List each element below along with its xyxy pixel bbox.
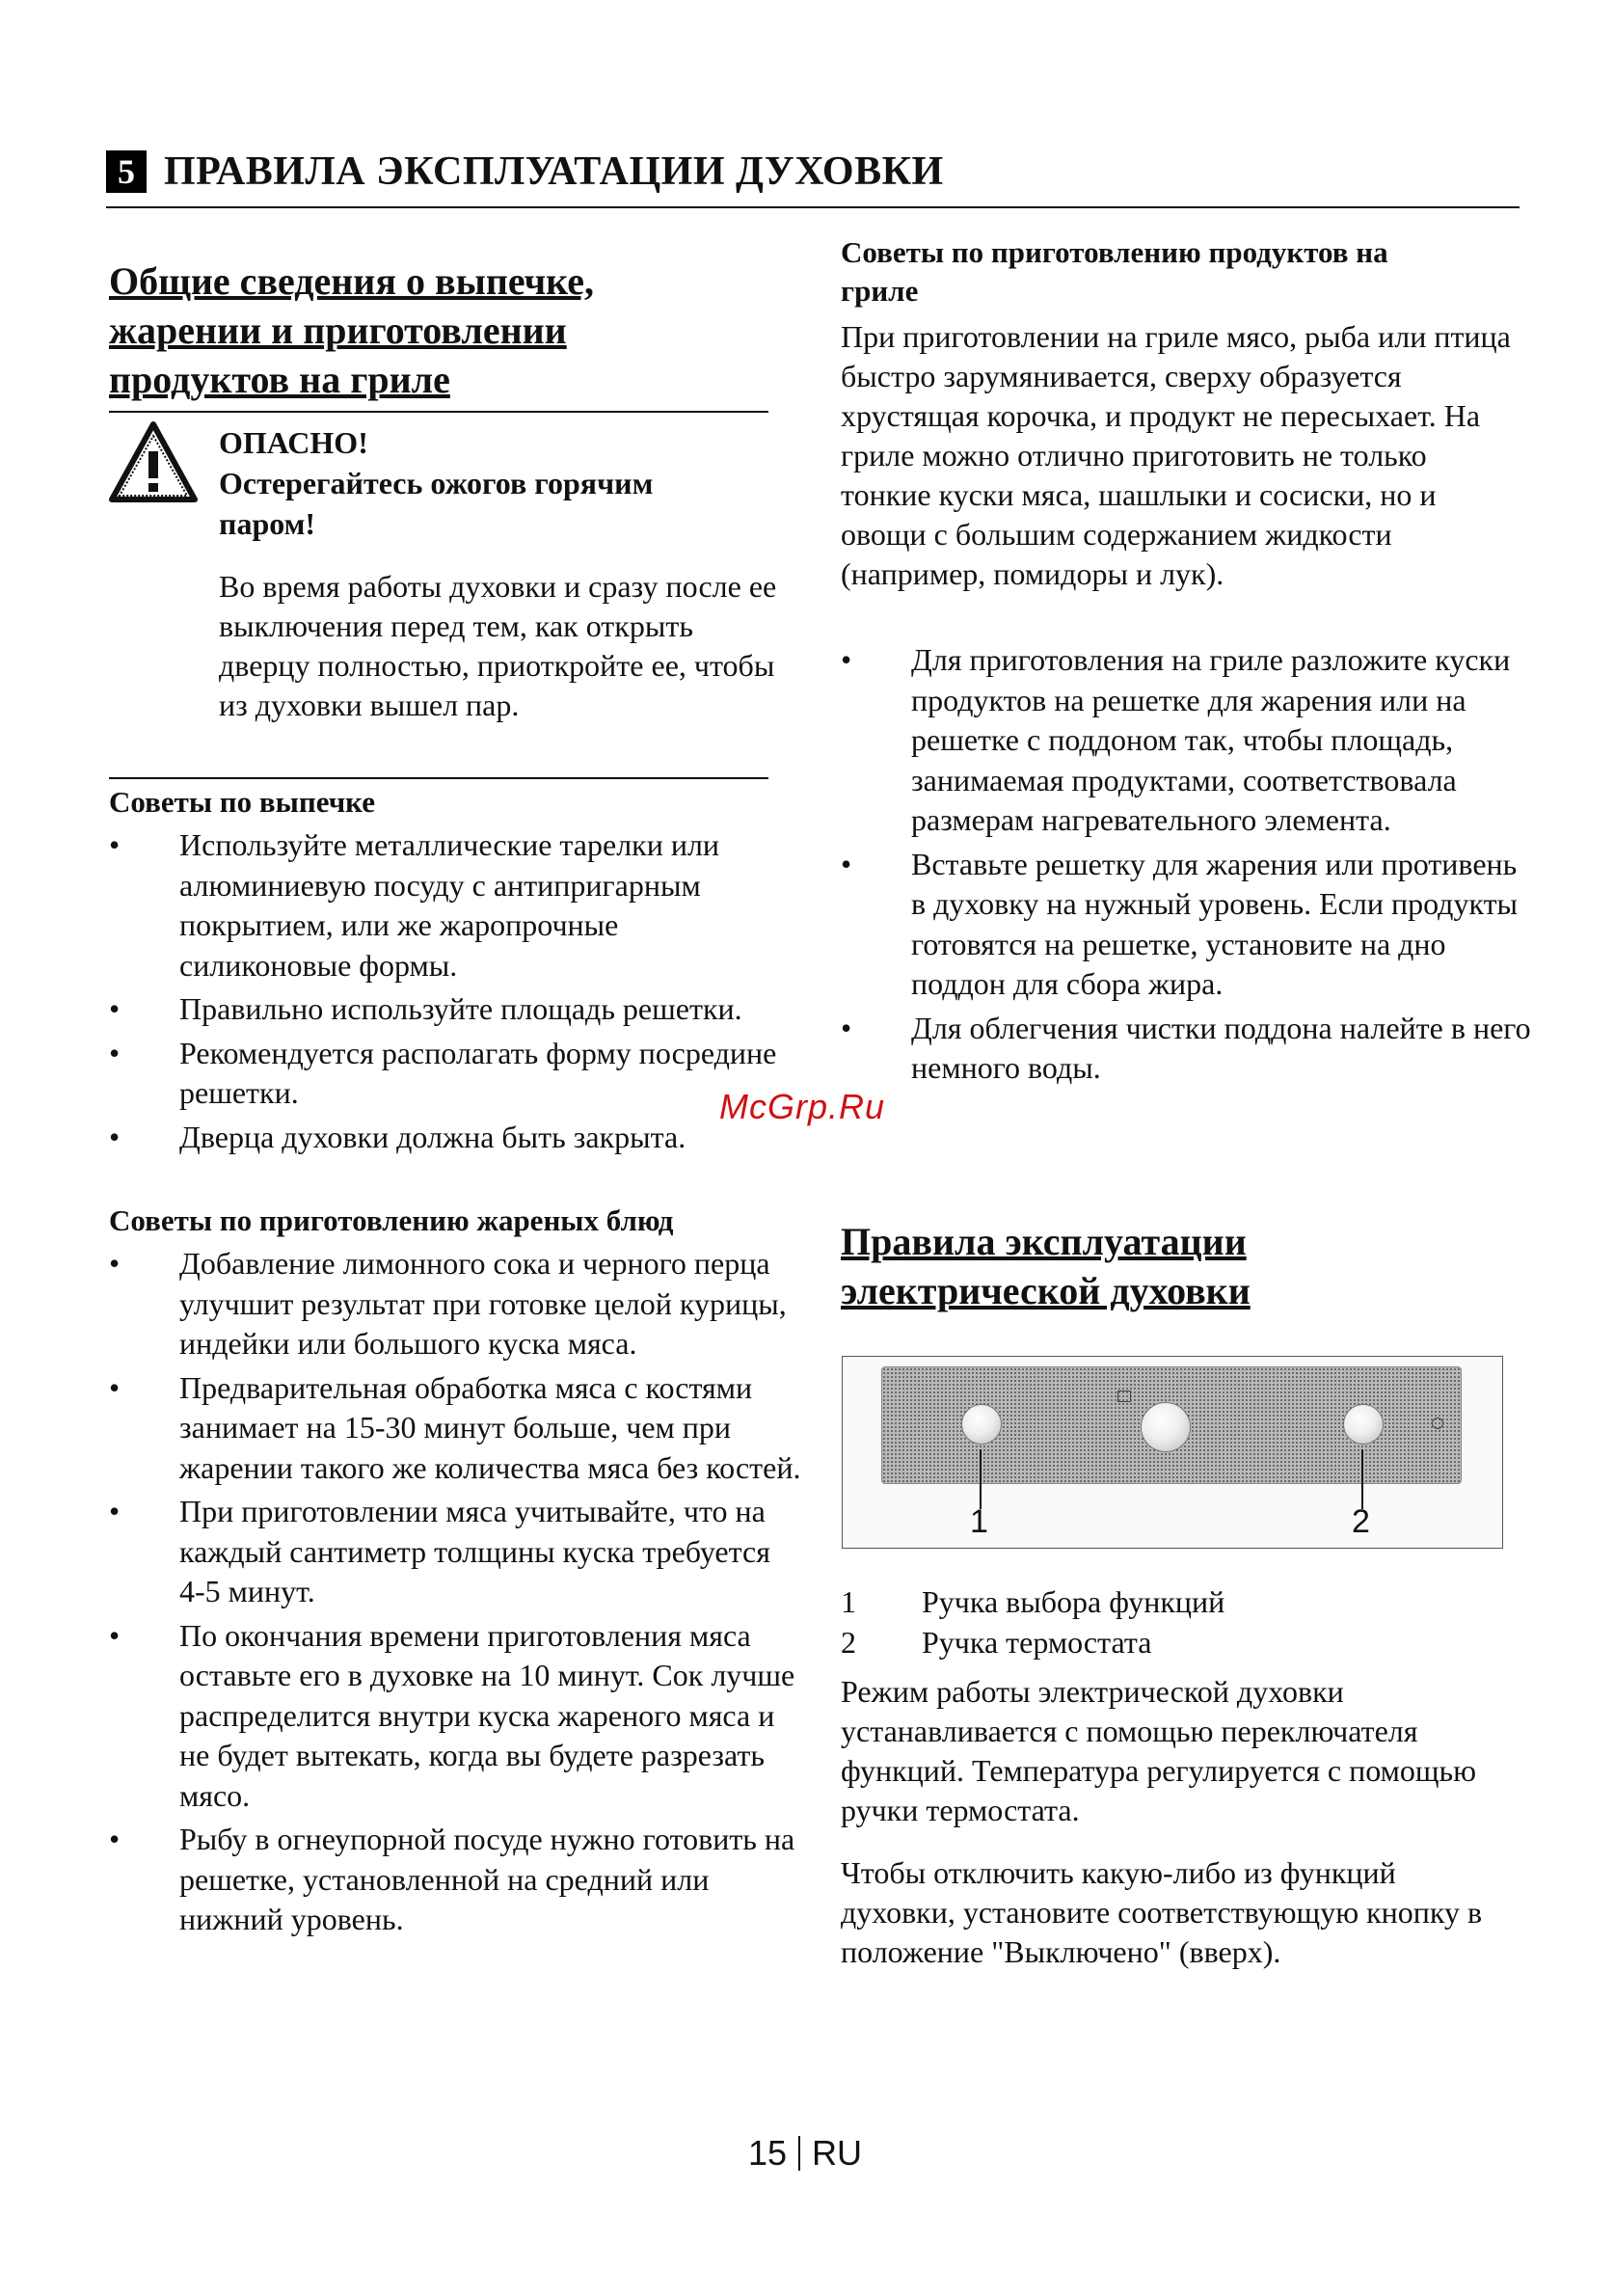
list-item-text: Добавление лимонного сока и черного перца улучшит результат при готовке целой курицы, индейки или большого куска мяса. xyxy=(179,1246,787,1361)
bullet: • xyxy=(841,1010,852,1045)
list-item-text: При приготовлении мяса учитывайте, что на каждый сантиметр толщины куска требуется 4-5 минут. xyxy=(179,1494,770,1608)
list-item-text: Рекомендуется располагать форму посредине решетки. xyxy=(179,1035,777,1110)
page-number: 15 xyxy=(748,2133,788,2173)
list-item xyxy=(109,1368,803,1489)
legend-number: 2 xyxy=(841,1625,856,1660)
chapter-number: 5 xyxy=(106,150,147,193)
bullet: • xyxy=(841,846,852,881)
grill-intro: При приготовлении на гриле мясо, рыба или птица быстро зарумянивается, сверху образуется хрустящая корочка, и продукт не пересыхает. На гриле можно отлично приготовить не только тонкие куски мяса, шашлыки и сосиски, но и овощи с большим содержанием жидкости (например, помидоры и лук). xyxy=(841,319,1511,591)
electric-paragraph-1: Режим работы электрической духовки устанавливается с помощью переключателя функций. Температура регулируется с помощью ручки термостата. xyxy=(841,1674,1477,1827)
bullet: • xyxy=(109,1035,121,1070)
language-code: RU xyxy=(812,2133,863,2173)
legend-row xyxy=(841,1581,1516,1622)
function-knob xyxy=(961,1404,1002,1445)
list-item-text: Вставьте решетку для жарения или противень в духовку на нужный уровень. Если продукты готовятся на решетке, установите на дно поддон для сбора жира. xyxy=(911,846,1519,1001)
leader-line-1 xyxy=(980,1449,982,1509)
list-item-text: Используйте металлические тарелки или алюминиевую посуду с антипригарным покрытием, или же жаропрочные силиконовые формы. xyxy=(179,827,720,983)
bullet: • xyxy=(109,1369,121,1405)
warning-block xyxy=(219,422,778,544)
list-item-text: Для облегчения чистки поддона налейте в него немного воды. xyxy=(911,1010,1531,1085)
list-item xyxy=(109,825,794,986)
section-title-line: Правила эксплуатации xyxy=(841,1220,1247,1263)
list-item-text: Предварительная обработка мяса с костями занимает на 15-30 минут больше, чем при жарении такого же количества мяса без костей. xyxy=(179,1369,801,1485)
bullet: • xyxy=(109,1617,121,1653)
page-footer xyxy=(748,2133,862,2174)
list-item xyxy=(109,1244,803,1364)
list-item xyxy=(841,1009,1535,1089)
warning-icon xyxy=(108,420,199,503)
list-item xyxy=(109,1492,803,1612)
list-item xyxy=(109,1034,794,1114)
figure-label-2: 2 xyxy=(1352,1503,1370,1540)
baking-heading: Советы по выпечке xyxy=(109,785,376,819)
warning-subtitle-line: Остерегайтесь ожогов горячим xyxy=(219,466,654,500)
figure-label-1: 1 xyxy=(970,1503,988,1540)
section-title-line: Общие сведения о выпечке, xyxy=(109,259,594,303)
baking-list xyxy=(109,825,794,1161)
bullet: • xyxy=(841,642,852,677)
chapter-header xyxy=(106,145,1520,208)
footer-separator xyxy=(798,2136,800,2171)
warning-subtitle-line: паром! xyxy=(219,506,316,541)
list-item-text: Для приготовления на гриле разложите куски продуктов на решетке для жарения или на решетке с поддоном так, чтобы площадь, занимаемая продуктами, соответствовала размерам нагревательного элемента. xyxy=(911,642,1511,837)
bullet: • xyxy=(109,1246,121,1281)
warning-text: Во время работы духовки и сразу после ее выключения перед тем, как открыть дверцу полностью, приоткройте ее, чтобы из духовки вышел пар. xyxy=(219,569,777,722)
list-item xyxy=(109,1616,803,1817)
timer-knob xyxy=(1141,1402,1191,1452)
chapter-title: ПРАВИЛА ЭКСПЛУАТАЦИИ ДУХОВКИ xyxy=(164,149,944,194)
indicator-lamp-icon xyxy=(1432,1418,1443,1429)
legend-row xyxy=(841,1622,1516,1662)
list-item-text: По окончания времени приготовления мяса оставьте его в духовке на 10 минут. Сок лучше распределится внутри куска жареного мяса и не будет вытекать, когда вы будете разрезать мясо. xyxy=(179,1617,795,1813)
section-title-line: жарении и приготовлении xyxy=(109,309,567,352)
roasting-heading: Советы по приготовлению жареных блюд xyxy=(109,1203,674,1237)
grill-heading xyxy=(841,233,1516,311)
watermark: McGrp.Ru xyxy=(719,1087,886,1126)
legend-text: Ручка выбора функций xyxy=(922,1584,1225,1619)
section-title-general xyxy=(109,257,784,404)
grill-list xyxy=(841,640,1535,1093)
legend-number: 1 xyxy=(841,1584,856,1619)
list-item-text: Правильно используйте площадь решетки. xyxy=(179,991,742,1026)
list-item-text: Рыбу в огнеупорной посуде нужно готовить на решетке, установленной на средний или нижний уровень. xyxy=(179,1822,795,1936)
control-panel xyxy=(881,1366,1462,1484)
roasting-list xyxy=(109,1244,803,1944)
electric-paragraph-2: Чтобы отключить какую-либо из функций духовки, установите соответствующую кнопку в положение "Выключено" (вверх). xyxy=(841,1855,1483,1969)
list-item xyxy=(841,845,1535,1005)
bullet: • xyxy=(109,991,121,1026)
bullet: • xyxy=(109,1119,121,1154)
legend-text: Ручка термостата xyxy=(922,1625,1152,1660)
list-item xyxy=(841,640,1535,841)
section-title-line: продуктов на гриле xyxy=(109,358,450,401)
leader-line-2 xyxy=(1361,1449,1363,1509)
list-item-text: Дверца духовки должна быть закрыта. xyxy=(179,1119,686,1154)
section-title-electric xyxy=(841,1217,1516,1315)
grill-heading-line: гриле xyxy=(841,274,919,308)
list-item xyxy=(109,1820,803,1940)
list-item xyxy=(109,989,794,1030)
bullet: • xyxy=(109,827,121,862)
bullet: • xyxy=(109,1822,121,1856)
clock-icon xyxy=(1117,1391,1131,1402)
divider xyxy=(109,777,768,779)
control-panel-figure xyxy=(842,1356,1503,1549)
divider xyxy=(109,411,768,413)
figure-legend xyxy=(841,1581,1516,1662)
thermostat-knob xyxy=(1343,1404,1384,1445)
warning-title: ОПАСНО! xyxy=(219,425,368,460)
grill-heading-line: Советы по приготовлению продуктов на xyxy=(841,235,1388,269)
bullet: • xyxy=(109,1494,121,1528)
section-title-line: электрической духовки xyxy=(841,1269,1251,1312)
list-item xyxy=(109,1118,794,1158)
